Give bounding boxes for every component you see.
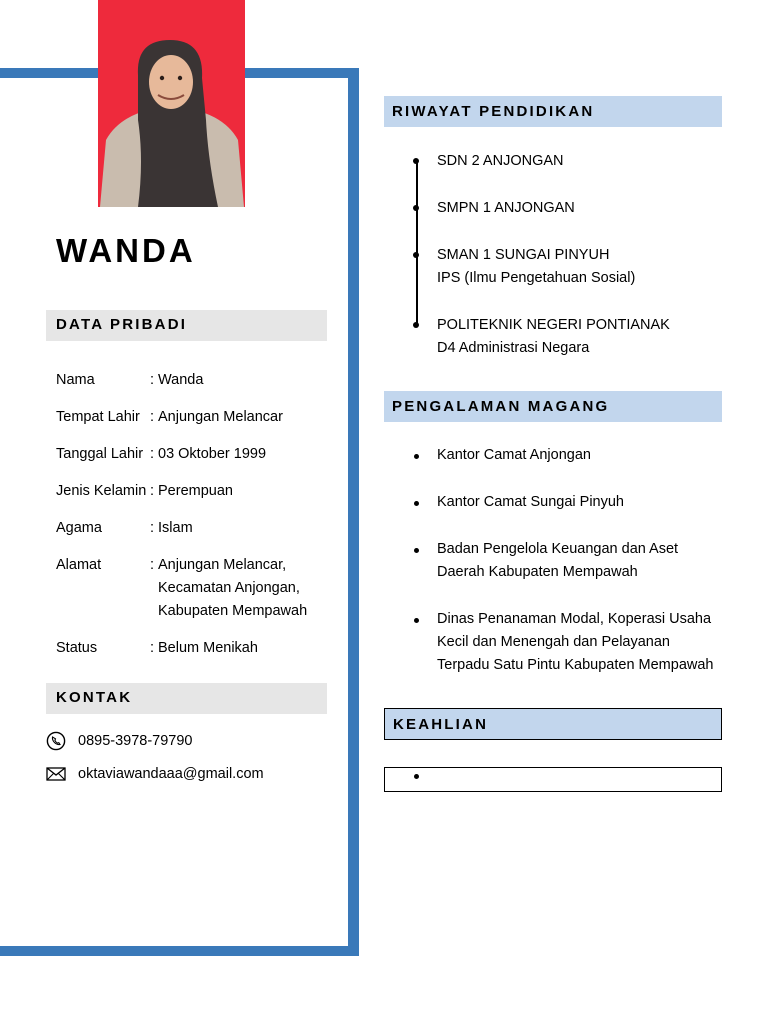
internship-item: Kantor Camat Anjongan	[437, 447, 591, 463]
bullet	[414, 774, 419, 779]
phone-number[interactable]: 0895-3978-79790	[78, 733, 193, 749]
timeline-dot	[413, 252, 419, 258]
education-item: POLITEKNIK NEGERI PONTIANAK D4 Administrasi Negara	[437, 317, 670, 356]
row-value: Wanda	[158, 372, 204, 388]
row-value: Islam	[158, 520, 193, 536]
education-item: SMPN 1 ANJONGAN	[437, 200, 575, 216]
personal-row-birthdate: Tanggal Lahir : 03 Oktober 1999	[56, 443, 336, 466]
timeline-dot	[413, 205, 419, 211]
row-value: Anjungan Melancar	[158, 409, 283, 425]
row-value: Perempuan	[158, 483, 233, 499]
personal-row-birthplace: Tempat Lahir : Anjungan Melancar	[56, 406, 336, 429]
frame-right-border	[348, 68, 359, 956]
timeline-dot	[413, 158, 419, 164]
row-label: Nama	[56, 372, 95, 388]
timeline-dot	[413, 322, 419, 328]
bullet	[414, 618, 419, 623]
frame-bottom-border	[0, 946, 359, 956]
contact-email	[46, 766, 264, 782]
row-label: Jenis Kelamin	[56, 483, 147, 499]
internship-heading: PENGALAMAN MAGANG	[384, 391, 722, 422]
bullet	[414, 501, 419, 506]
internship-item: Dinas Penanaman Modal, Koperasi Usaha Kecil dan Menengah dan Pelayanan Terpadu Satu Pintu Kabupaten Mempawah	[437, 611, 714, 673]
mail-icon	[46, 766, 66, 782]
row-label: Tempat Lahir	[56, 409, 140, 425]
row-value: 03 Oktober 1999	[158, 446, 267, 462]
personal-row-religion: Agama : Islam	[56, 517, 336, 540]
personal-row-gender: Jenis Kelamin : Perempuan	[56, 480, 336, 503]
skills-list	[384, 767, 722, 792]
row-label: Status	[56, 640, 98, 656]
row-value: Anjungan Melancar, Kecamatan Anjongan, Kabupaten Mempawah	[158, 557, 308, 619]
contact-heading: KONTAK	[46, 683, 327, 714]
internship-item: Badan Pengelola Keuangan dan Aset Daerah Kabupaten Mempawah	[437, 541, 679, 580]
skills-heading: KEAHLIAN	[384, 708, 722, 740]
personal-row-name: Nama : Wanda	[56, 369, 336, 392]
bullet	[414, 454, 419, 459]
bullet	[414, 548, 419, 553]
profile-photo	[98, 0, 245, 207]
personal-row-status: Status : Belum Menikah	[56, 637, 336, 660]
person-name: WANDA	[56, 232, 196, 269]
personal-data-heading: DATA PRIBADI	[46, 310, 327, 341]
row-label: Agama	[56, 520, 102, 536]
education-heading: RIWAYAT PENDIDIKAN	[384, 96, 722, 127]
row-label: Alamat	[56, 557, 102, 573]
education-item: SMAN 1 SUNGAI PINYUH IPS (Ilmu Pengetahuan Sosial)	[437, 247, 636, 286]
education-item: SDN 2 ANJONGAN	[437, 153, 564, 169]
email-address[interactable]: oktaviawandaaa@gmail.com	[78, 766, 264, 782]
education-timeline-line	[416, 161, 418, 325]
row-value: Belum Menikah	[158, 640, 258, 656]
personal-data-list	[56, 369, 336, 674]
phone-icon	[46, 731, 66, 751]
row-label: Tanggal Lahir	[56, 446, 144, 462]
contact-phone	[46, 731, 193, 751]
internship-item: Kantor Camat Sungai Pinyuh	[437, 494, 624, 510]
personal-row-address: Alamat : Anjungan Melancar, Kecamatan Anjongan, Kabupaten Mempawah	[56, 554, 336, 623]
